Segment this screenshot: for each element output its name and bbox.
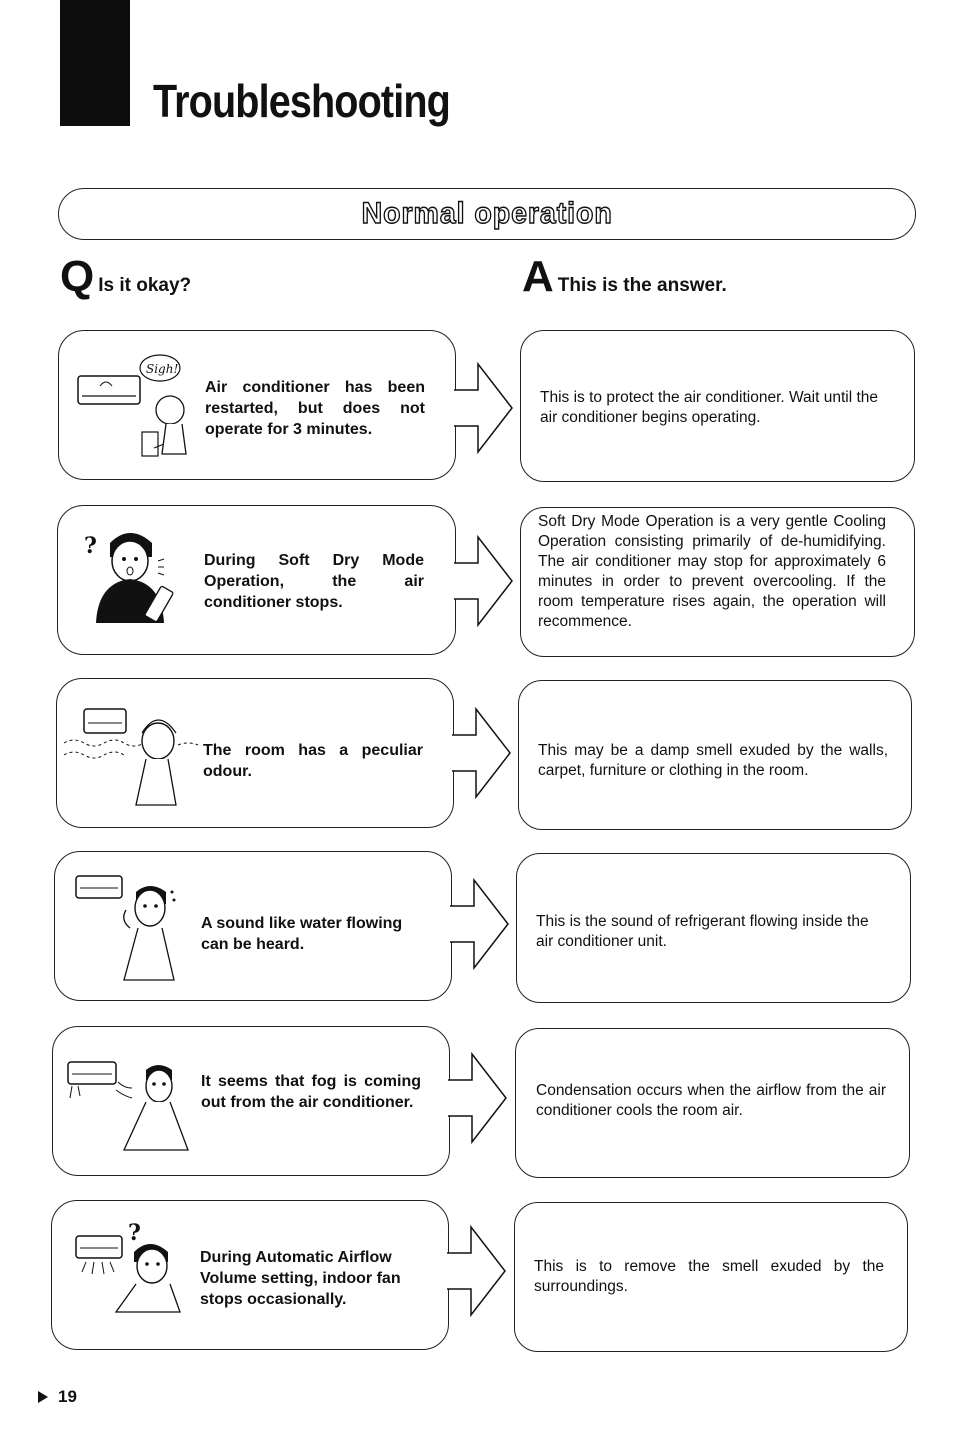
answer-column-heading xyxy=(522,252,727,301)
question-text: Air conditioner has been restarted, but does not operate for 3 minutes. xyxy=(205,379,425,438)
question-text: It seems that fog is coming out from the air conditioner. xyxy=(201,1073,421,1111)
arrow-right-icon xyxy=(450,362,516,454)
q-letter: Q xyxy=(60,252,95,301)
question-text: During Soft Dry Mode Operation, the air conditioner stops. xyxy=(204,552,424,611)
a-letter: A xyxy=(522,252,554,301)
triangle-marker-icon xyxy=(38,1391,48,1403)
answer-text: Soft Dry Mode Operation is a very gentle Cooling Operation consisting primarily of de-humidifying. The air conditioner may stop for approximately 6 minutes in order to prevent overcooling. If the room temperature rises again, the operation will recommence. xyxy=(538,513,886,630)
answer-text: This is the sound of refrigerant flowing inside the air conditioner unit. xyxy=(536,913,869,950)
person-smelling-icon xyxy=(62,703,202,808)
arrow-right-icon xyxy=(448,707,514,799)
page-number-text: 19 xyxy=(58,1387,77,1406)
person-fan-stop-icon xyxy=(72,1218,192,1318)
question-column-heading xyxy=(60,252,192,301)
svg-text:?: ? xyxy=(128,1220,141,1246)
person-listening-icon xyxy=(70,870,190,985)
q-heading-text: Is it okay? xyxy=(98,275,192,296)
answer-text: This is to protect the air conditioner. Wait until the air conditioner begins operating. xyxy=(540,389,879,426)
section-banner-label: Normal operation xyxy=(361,197,613,230)
a-heading-text: This is the answer. xyxy=(557,275,727,296)
page-number xyxy=(38,1387,77,1407)
person-fog-icon xyxy=(64,1058,194,1153)
answer-text: This may be a damp smell exuded by the walls, carpet, furniture or clothing in the room. xyxy=(538,742,888,779)
svg-text:?: ? xyxy=(84,533,97,559)
page-title: Troubleshooting xyxy=(153,75,450,127)
question-text: A sound like water flowing can be heard. xyxy=(201,915,403,953)
arrow-right-icon xyxy=(443,1225,509,1317)
answer-text: Condensation occurs when the airflow from the air conditioner cools the room air. xyxy=(536,1082,886,1119)
section-tab-marker xyxy=(60,0,130,126)
arrow-right-icon xyxy=(444,1052,510,1144)
answer-text: This is to remove the smell exuded by the surroundings. xyxy=(534,1258,884,1295)
arrow-right-icon xyxy=(446,878,512,970)
person-waiting-sigh-icon xyxy=(70,348,200,470)
arrow-right-icon xyxy=(450,535,516,627)
sigh-text: Sigh! xyxy=(146,362,179,376)
question-text: During Automatic Airflow Volume setting, indoor fan stops occasionally. xyxy=(200,1249,401,1308)
section-banner xyxy=(58,188,916,240)
confused-person-remote-icon xyxy=(82,525,194,635)
question-text: The room has a peculiar odour. xyxy=(203,742,423,780)
